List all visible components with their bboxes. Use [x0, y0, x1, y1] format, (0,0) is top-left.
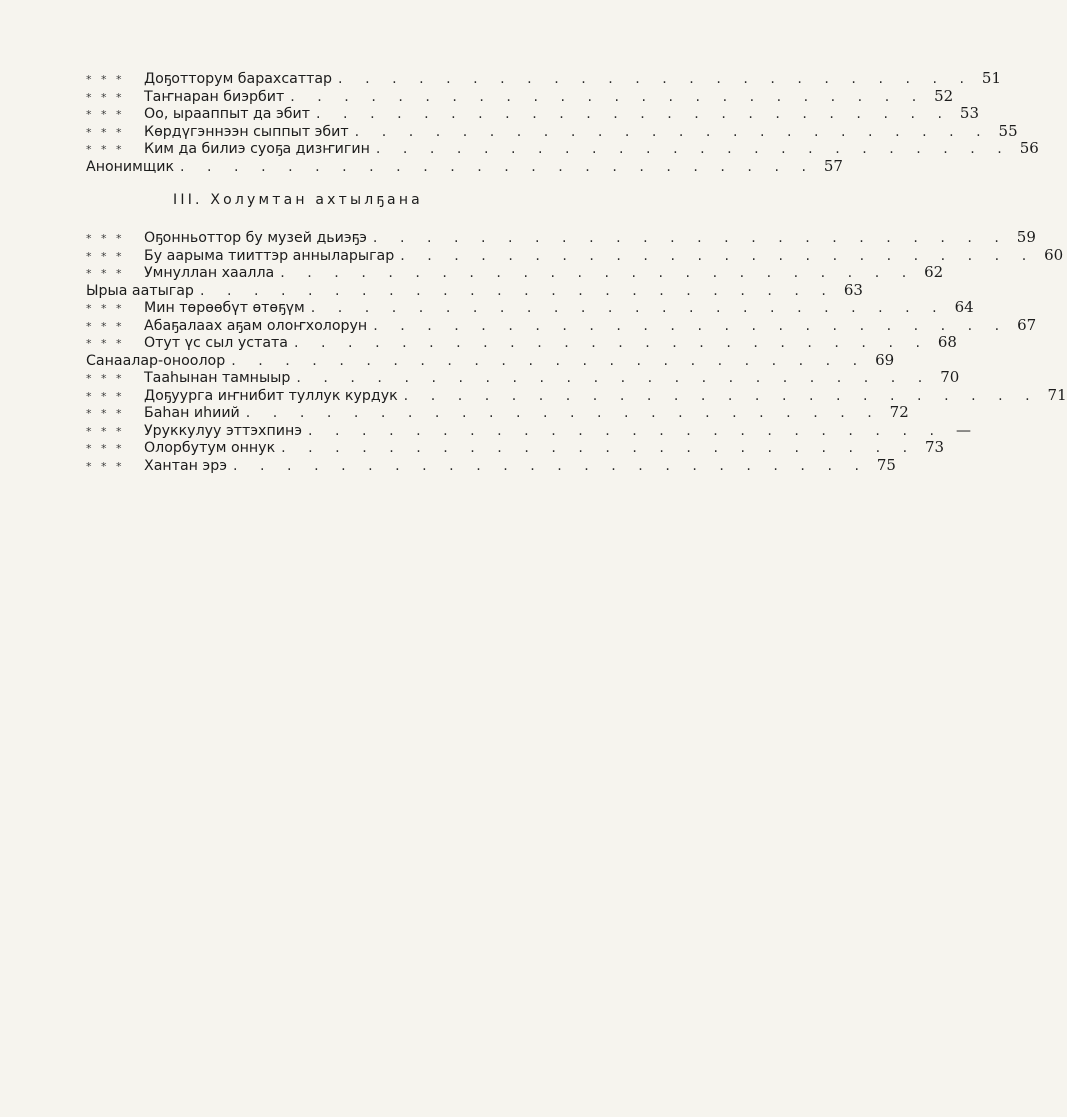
- toc-entry: [86, 228, 1036, 247]
- toc-entry: [86, 69, 1002, 88]
- untitled-poem-stars: * * *: [86, 249, 125, 263]
- dot-leader: . . . . . . . . . . . . . . . . . . . . . . . .: [231, 352, 867, 369]
- dot-leader: . . . . . . . . . . . . . . . . . . . . . . . .: [199, 282, 835, 299]
- toc-entry-title: Абаҕалаах аҕам олоҥхолорун: [144, 317, 368, 334]
- untitled-poem-stars: * * *: [86, 90, 125, 104]
- toc-entry-page-number: 55: [998, 121, 1018, 140]
- untitled-poem-stars: * * *: [86, 459, 125, 473]
- toc-entry: [86, 139, 1039, 158]
- toc-entry-page-number: 72: [889, 403, 909, 421]
- untitled-poem-stars: * * *: [86, 73, 125, 86]
- dot-leader: . . . . . . . . . . . . . . . . . . . . . . . .: [290, 88, 926, 105]
- untitled-poem-stars: * * *: [86, 232, 125, 245]
- dot-leader: . . . . . . . . . . . . . . . . . . . . . . . .: [338, 71, 974, 87]
- dot-leader: . . . . . . . . . . . . . . . . . . . . . . . .: [233, 457, 868, 474]
- untitled-poem-stars: * * *: [86, 108, 125, 121]
- untitled-poem-stars: * * *: [86, 143, 125, 156]
- toc-entry-title: Ырыа аатыгар: [86, 282, 194, 299]
- toc-entry-page-number: 73: [925, 438, 945, 456]
- dot-leader: . . . . . . . . . . . . . . . . . . . . . . . .: [372, 230, 1008, 246]
- toc-entry-title: Отут үс сыл устата: [144, 335, 289, 351]
- dot-leader: . . . . . . . . . . . . . . . . . . . . . . . .: [375, 141, 1011, 157]
- dot-leader: . . . . . . . . . . . . . . . . . . . . . . . .: [308, 422, 943, 439]
- toc-entry-title: Таҥнаран биэрбит: [144, 88, 285, 105]
- untitled-poem-stars: * * *: [86, 302, 125, 315]
- toc-entry-page-number: 69: [875, 350, 895, 369]
- toc-entry-title: Доҕуурга иҥнибит туллук курдук: [144, 387, 398, 404]
- dot-leader: . . . . . . . . . . . . . . . . . . . . . . . .: [403, 387, 1039, 404]
- toc-entry: [86, 263, 944, 282]
- toc-entry-page-number: 56: [1019, 139, 1039, 157]
- toc-entry: [86, 385, 1067, 405]
- toc-entry-title: Оҕонньоттор бу музей дьиэҕэ: [144, 230, 367, 246]
- toc-entry-page-number: 75: [876, 455, 896, 474]
- dot-leader: . . . . . . . . . . . . . . . . . . . . . . . .: [294, 335, 929, 351]
- toc-entry-page-number: 67: [1017, 315, 1037, 334]
- toc-entry-title: Доҕотторум барахсаттар: [144, 71, 333, 87]
- toc-entry-page-number: 63: [843, 280, 863, 299]
- toc-entry: [86, 333, 957, 352]
- untitled-poem-stars: * * *: [86, 125, 125, 139]
- toc-entry-title: Баһан иһиий: [144, 405, 240, 421]
- toc-entry-page-number: 51: [981, 69, 1002, 87]
- untitled-poem-stars: * * *: [86, 424, 125, 438]
- dot-leader: . . . . . . . . . . . . . . . . . . . . . . . .: [310, 300, 946, 316]
- toc-entry-page-number: 60: [1044, 245, 1064, 264]
- toc-entry: [86, 438, 945, 457]
- toc-entry-page-number: 52: [934, 86, 954, 105]
- untitled-poem-stars: * * *: [86, 407, 125, 420]
- toc-entry-title: Бу аарыма тииттэр анныларыгар: [144, 247, 395, 264]
- toc-entry: [86, 280, 863, 300]
- toc-entry: [86, 315, 1037, 335]
- toc-entry-title: Санаалар-оноолор: [86, 352, 226, 369]
- toc-entry-title: Тааһынан тамныыр: [144, 370, 291, 386]
- toc-entry-page-number: 71: [1047, 385, 1067, 404]
- toc-entry: [86, 86, 954, 106]
- untitled-poem-stars: * * *: [86, 442, 125, 455]
- toc-entry: [86, 368, 960, 387]
- toc-entry: [86, 156, 843, 176]
- toc-entry-title: Анонимщик: [86, 158, 175, 175]
- section-heading: III. Холумтан ахтылҕана: [173, 192, 423, 208]
- untitled-poem-stars: * * *: [86, 389, 125, 403]
- toc-entry-title: Ким да билиэ суоҕа дизҥигин: [144, 141, 370, 157]
- untitled-poem-stars: * * *: [86, 372, 125, 385]
- toc-entry: [86, 121, 1018, 141]
- toc-entry-title: Умнуллан хаалла: [144, 265, 275, 281]
- toc-list-part-2-end: [86, 69, 1039, 175]
- toc-entry-page-number: 62: [924, 263, 944, 281]
- dot-leader: . . . . . . . . . . . . . . . . . . . . . . . .: [400, 247, 1036, 264]
- toc-entry-title: Мин төрөөбүт өтөҕүм: [144, 300, 305, 316]
- dot-leader: . . . . . . . . . . . . . . . . . . . . . . . .: [373, 317, 1009, 334]
- toc-entry-page-number: 70: [940, 368, 960, 386]
- toc-entry-title: Уруккулуу эттэхпинэ: [144, 422, 303, 439]
- toc-entry-title: Көрдүгэннээн сыппыт эбит: [144, 123, 349, 140]
- toc-list-part-3: [86, 228, 1067, 474]
- toc-entry-page-number: —: [955, 420, 971, 439]
- toc-entry: [86, 455, 896, 475]
- toc-entry: [86, 403, 909, 422]
- dot-leader: . . . . . . . . . . . . . . . . . . . . . . . .: [296, 370, 932, 386]
- toc-entry-page-number: 64: [954, 298, 974, 316]
- toc-entry-title: Олорбутум оннук: [144, 440, 276, 456]
- toc-entry: [86, 298, 974, 317]
- toc-entry-page-number: 59: [1016, 228, 1036, 246]
- toc-entry-title: Оо, ырааппыт да эбит: [144, 106, 311, 122]
- table-of-contents: [86, 69, 1067, 474]
- toc-entry: [86, 245, 1064, 265]
- toc-entry: [86, 350, 895, 370]
- toc-entry: [86, 104, 979, 123]
- toc-entry: [86, 420, 971, 440]
- toc-entry-page-number: 57: [823, 156, 843, 175]
- dot-leader: . . . . . . . . . . . . . . . . . . . . . . . .: [354, 123, 990, 140]
- toc-entry-title: Хантан эрэ: [144, 457, 228, 474]
- dot-leader: . . . . . . . . . . . . . . . . . . . . . . . .: [280, 265, 916, 281]
- untitled-poem-stars: * * *: [86, 337, 125, 350]
- dot-leader: . . . . . . . . . . . . . . . . . . . . . . . .: [180, 158, 815, 175]
- dot-leader: . . . . . . . . . . . . . . . . . . . . . . . .: [245, 405, 881, 421]
- toc-entry-page-number: 53: [959, 104, 979, 122]
- dot-leader: . . . . . . . . . . . . . . . . . . . . . . . .: [316, 106, 951, 122]
- dot-leader: . . . . . . . . . . . . . . . . . . . . . . . .: [281, 440, 917, 456]
- untitled-poem-stars: * * *: [86, 267, 125, 280]
- toc-entry-page-number: 68: [937, 333, 957, 351]
- untitled-poem-stars: * * *: [86, 319, 125, 333]
